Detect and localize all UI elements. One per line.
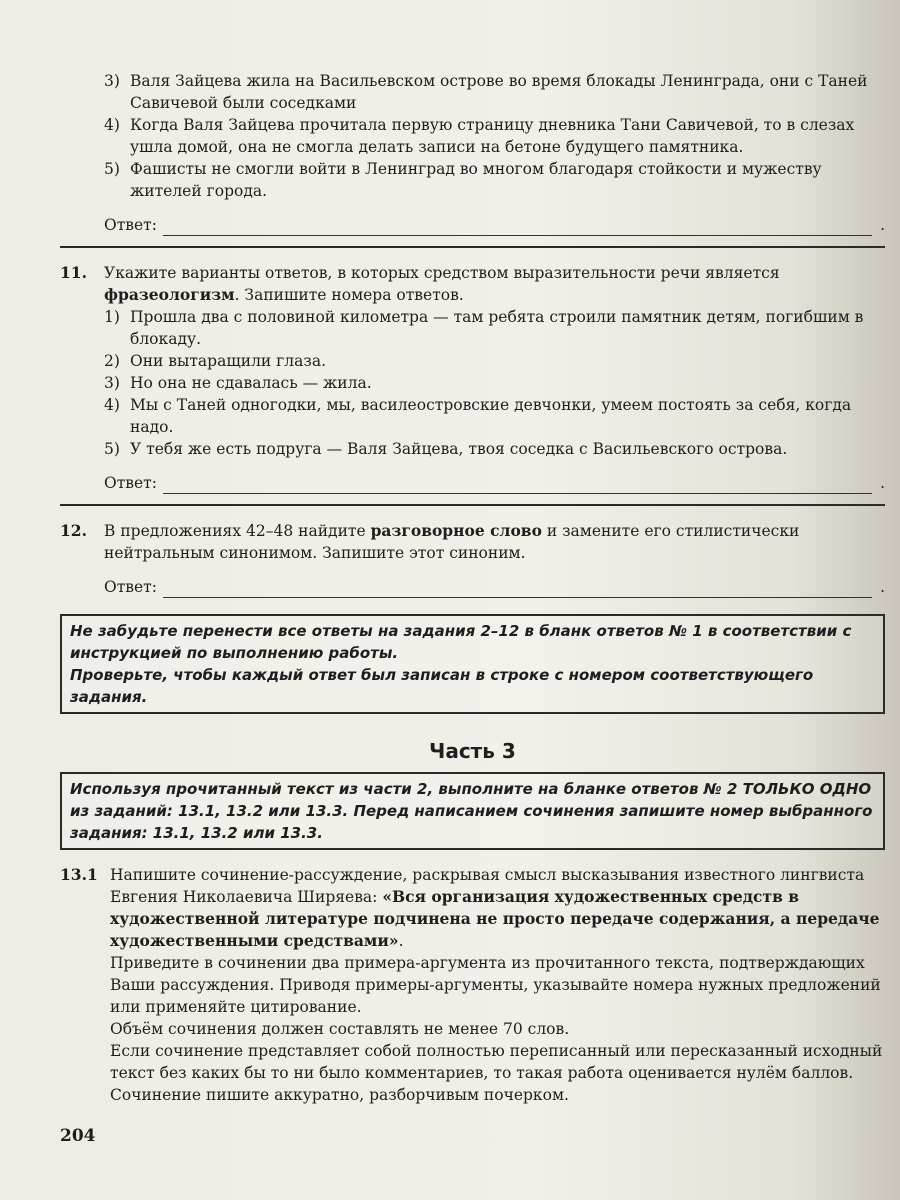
task-13-1	[60, 864, 885, 1106]
answer-label: Ответ:	[104, 216, 157, 234]
task-text: Напишите сочинение-рассуждение, раскрывая смысл высказывания известного лингвиста Евгения Николаевича Ширяева: «Вся организация художественных средств в художественной литературе подчинена не просто передаче содержания, а передаче художественными средствами». Приведите в сочинении два примера-аргумента из прочитанного текста, подтверждающих Ваши рассуждения. Приводя примеры-аргументы, указывайте номера нужных предложений или применяйте цитирование. Объём сочинения должен составлять не менее 70 слов. Если сочинение представляет собой полностью переписанный или пересказанный исходный текст без каких бы то ни было комментариев, то такая работа оценивается нулём баллов. Сочинение пишите аккуратно, разборчивым почерком.	[110, 866, 883, 1104]
divider	[60, 246, 885, 248]
page-number: 204	[60, 1126, 96, 1146]
answer-line-12: Ответ: .	[104, 578, 885, 596]
option-item: 4) Мы с Таней одногодки, мы, василеостровские девчонки, умеем постоять за себя, когда надо.	[104, 396, 852, 436]
notice-part3: Используя прочитанный текст из части 2, выполните на бланке ответов № 2 ТОЛЬКО ОДНО из заданий: 13.1, 13.2 или 13.3. Перед написанием сочинения запишите номер выбранного задания: 13.1, 13.2 или 13.3.	[60, 772, 885, 850]
answer-line-10: Ответ: .	[104, 216, 885, 234]
option-item: 5) У тебя же есть подруга — Валя Зайцева, твоя соседка с Васильевского острова.	[104, 440, 788, 458]
answer-field[interactable]	[163, 219, 872, 236]
page-content	[60, 70, 885, 1106]
divider	[60, 504, 885, 506]
task-text: В предложениях 42–48 найдите разговорное слово и замените его стилистически нейтральным синонимом. Запишите этот синоним.	[104, 521, 800, 562]
notice-transfer-answers: Не забудьте перенести все ответы на задания 2–12 в бланк ответов № 1 в соответствии с инструкцией по выполнению работы. Проверьте, чтобы каждый ответ был записан в строке с номером соответствующего задания.	[60, 614, 885, 714]
option-item: 1) Прошла два с половиной километра — там ребята строили памятник детям, погибшим в блокаду.	[104, 308, 864, 348]
option-item: 4) Когда Валя Зайцева прочитала первую страницу дневника Тани Савичевой, то в слезах ушла домой, она не смогла делать записи на бетоне будущего памятника.	[104, 116, 855, 156]
task11-options	[60, 306, 885, 460]
option-item: 5) Фашисты не смогли войти в Ленинград во многом благодаря стойкости и мужеству жителей города.	[104, 160, 822, 200]
answer-field[interactable]	[163, 581, 872, 598]
task-number: 12.	[60, 521, 87, 540]
option-item: 3) Валя Зайцева жила на Васильевском острове во время блокады Ленинграда, они с Таней Савичевой были соседками	[104, 72, 868, 112]
answer-label: Ответ:	[104, 578, 157, 596]
option-item: 3) Но она не сдавалась — жила.	[104, 374, 372, 392]
task-11	[60, 262, 885, 306]
task-number: 13.1	[60, 865, 98, 884]
task-number: 11.	[60, 263, 87, 282]
task-12	[60, 520, 885, 564]
answer-field[interactable]	[163, 477, 872, 494]
part-title: Часть 3	[429, 739, 516, 763]
task-text: Укажите варианты ответов, в которых средством выразительности речи является фразеологизм. Запишите номера ответов.	[104, 264, 780, 304]
task10-options	[60, 70, 885, 202]
option-item: 2) Они вытаращили глаза.	[104, 352, 327, 370]
answer-label: Ответ:	[104, 474, 157, 492]
answer-line-11: Ответ: .	[104, 474, 885, 492]
